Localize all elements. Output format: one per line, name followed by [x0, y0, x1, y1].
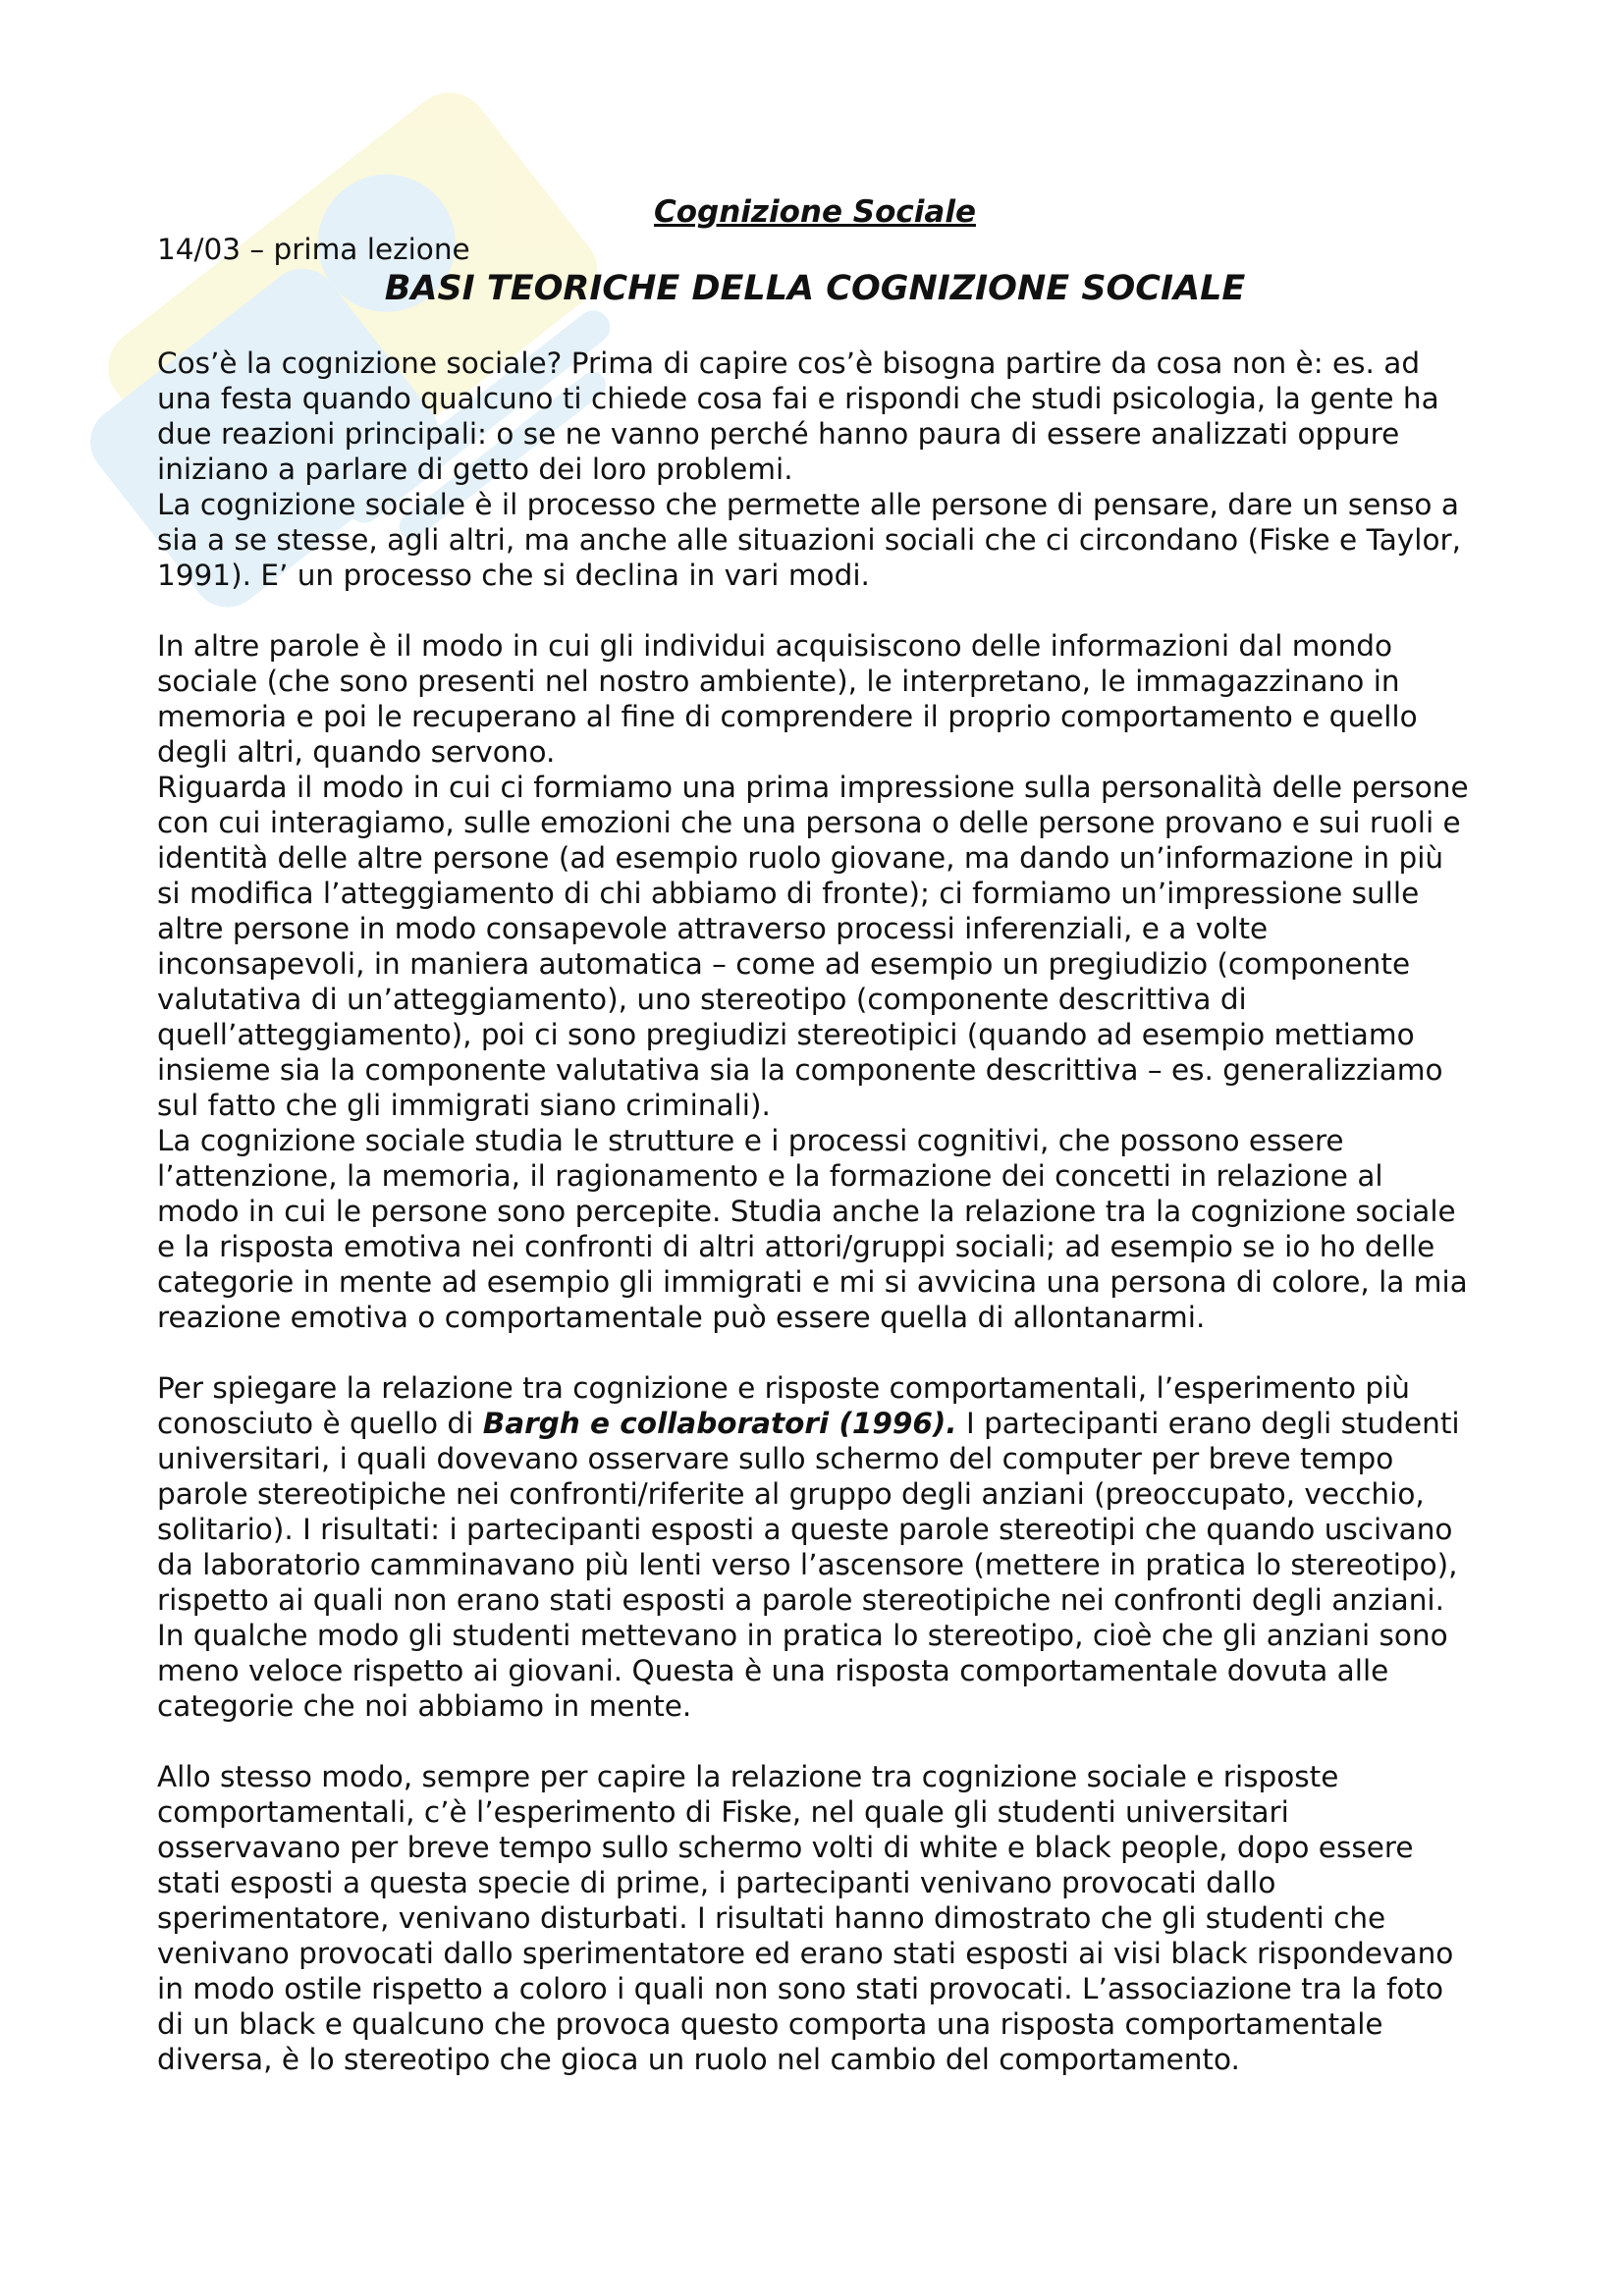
paragraph-information-processing: In altre parole è il modo in cui gli individui acquisiscono delle informazioni dal mondo sociale (che sono presenti nel nostro ambiente), le interpretano, le immagazzinano in memoria e poi le recuperano al fine di comprendere il proprio comportamento e quello degli altri, quando servono. [157, 629, 1418, 769]
bargh-text-before: Per spiegare la relazione tra cognizione e risposte comportamentali, l’esperimento più conosciuto è quello di [157, 1371, 1411, 1440]
paragraph-cognitive-structures: La cognizione sociale studia le strutture e i processi cognitivi, che possono essere l’attenzione, la memoria, il ragionamento e la formazione dei concetti in relazione al modo in cui le persone sono percepite. Studia anche la relazione tra la cognizione sociale e la risposta emotiva nei confronti di altri attori/gruppi sociali; ad esempio se io ho delle categorie in mente ad esempio gli immigrati e mi si avvicina una persona di colore, la mia reazione emotiva o comportamentale può essere quella di allontanarmi. [157, 1124, 1468, 1334]
lecture-date-line: 14/03 – prima lezione [157, 233, 470, 266]
document-title: Cognizione Sociale [654, 194, 976, 230]
bargh-text-after: I partecipanti erano degli studenti universitari, i quali dovevano osservare sullo schermo del computer per breve tempo parole stereotipiche nei confronti/riferite al gruppo degli anziani (preoccupato, vecchio, solitario). I risultati: i partecipanti esposti a queste parole stereotipi che quando uscivano da laboratorio camminavano più lenti verso l’ascensore (mettere in pratica lo stereotipo), rispetto ai quali non erano stati esposti a parole stereotipiche nei confronti degli anziani. In qualche modo gli studenti mettevano in pratica lo stereotipo, cioè che gli anziani sono meno veloce rispetto ai giovani. Questa è una risposta comportamentale dovuta alle categorie che noi abbiamo in mente. [157, 1407, 1460, 1723]
paragraph-intro: Cos’è la cognizione sociale? Prima di capire cos’è bisogna partire da cosa non è: es. ad una festa quando qualcuno ti chiede cosa fai e rispondi che studi psicologia, la gente ha due reazioni principali: o se ne vanno perché hanno paura di essere analizzati oppure iniziano a parlare di getto dei loro problemi. [157, 347, 1439, 486]
paragraph-definition: La cognizione sociale è il processo che permette alle persone di pensare, dare un senso a sia a se stesse, agli altri, ma anche alle situazioni sociali che ci circondano (Fiske e Taylor, 1991). E’ un processo che si declina in vari modi. [157, 488, 1462, 592]
paragraph-fiske-experiment: Allo stesso modo, sempre per capire la relazione tra cognizione sociale e risposte comportamentali, c’è l’esperimento di Fiske, nel quale gli studenti universitari osservavano per breve tempo sullo schermo volti di white e black people, dopo essere stati esposti a questa specie di prime, i partecipanti venivano provocati dallo sperimentatore, venivano disturbati. I risultati hanno dimostrato che gli studenti che venivano provocati dallo sperimentatore ed erano stati esposti ai visi black rispondevano in modo ostile rispetto a coloro i quali non sono stati provocati. L’associazione tra la foto di un black e qualcuno che provoca questo comporta una risposta comportamentale diversa, è lo stereotipo che gioca un ruolo nel cambio del comportamento. [157, 1760, 1454, 2076]
document-page [157, 192, 1473, 2077]
section-heading: BASI TEORICHE DELLA COGNIZIONE SOCIALE [384, 269, 1246, 308]
paragraph-impression-formation: Riguarda il modo in cui ci formiamo una prima impressione sulla personalità delle persone con cui interagiamo, sulle emozioni che una persona o delle persone provano e sui ruoli e identità delle altre persone (ad esempio ruolo giovane, ma dando un’informazione in più si modifica l’atteggiamento di chi abbiamo di fronte); ci formiamo un’impressione sulle altre persone in modo consapevole attraverso processi inferenziali, e a volte inconsapevoli, in maniera automatica – come ad esempio un pregiudizio (componente valutativa di un’atteggiamento), uno stereotipo (componente descrittiva di quell’atteggiamento), poi ci sono pregiudizi stereotipici (quando ad esempio mettiamo insieme sia la componente valutativa sia la componente descrittiva – es. generalizziamo sul fatto che gli immigrati siano criminali). [157, 771, 1469, 1122]
bargh-reference: Bargh e collaboratori (1996). [482, 1407, 957, 1440]
paragraph-bargh-experiment [157, 1370, 1473, 1724]
